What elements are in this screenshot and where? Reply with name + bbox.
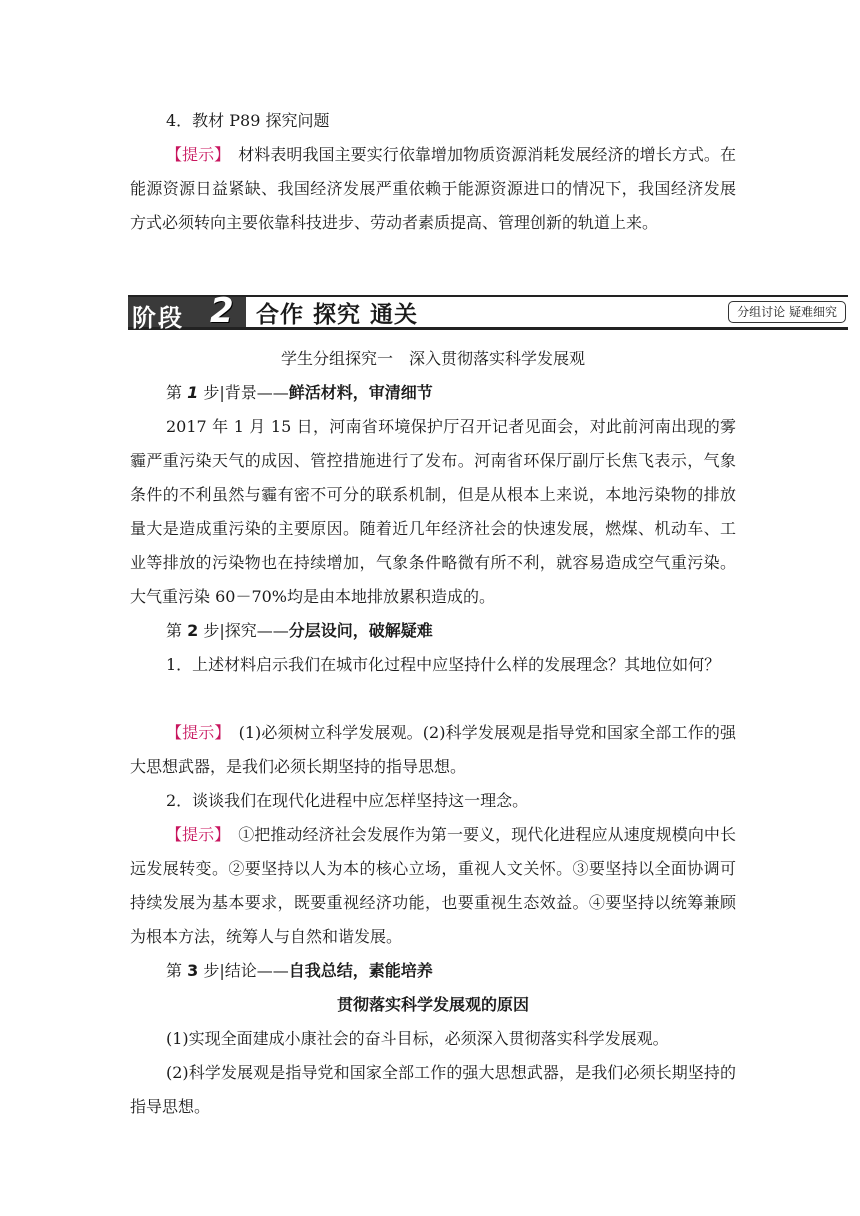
banner-bottom-rule xyxy=(128,327,848,330)
step2-prefix: 第 xyxy=(166,621,188,640)
tip-label: 【提示】 xyxy=(166,825,231,844)
reason-1: (1)实现全面建成小康社会的奋斗目标，必须深入贯彻落实科学发展观。 xyxy=(166,1029,669,1048)
background-paragraph: 2017 年 1 月 15 日，河南省环境保护厅召开记者见面会，对此前河南出现的雾霾严重污染天气的成因、管控措施进行了发布。河南省环保厅副厅长焦飞表示，气象条件的不利虽然与霾有密不可分的联系机制，但是从根本上来说，本地污染物的排放量大是造成重污染的主要原因。随着近几年经济社会的快速发展，燃煤、机动车、工业等排放的污染物也在持续增加，气象条件略微有所不利，就容易造成空气重污染。大气重污染 60－70%均是由本地排放累积造成的。 xyxy=(130,417,736,606)
tip-label: 【提示】 xyxy=(166,145,231,164)
step2-highlight: 分层设问，破解疑难 xyxy=(288,621,433,640)
step1-highlight: 鲜活材料，审清细节 xyxy=(288,383,433,402)
stage-word: 阶段 xyxy=(132,304,184,332)
step3-heading xyxy=(130,954,736,988)
step1-label: 步|背景—— xyxy=(198,383,289,402)
stage-title: 合作 探究 通关 xyxy=(256,302,419,328)
step2-num: 2 xyxy=(187,621,199,640)
tip-2 xyxy=(130,818,736,954)
step1-heading xyxy=(130,376,736,410)
step1-num: 1 xyxy=(187,383,199,402)
question-2: 2．谈谈我们在现代化进程中应怎样坚持这一理念。 xyxy=(166,791,529,810)
q4-title: 4．教材 P89 探究问题 xyxy=(166,111,330,130)
tip-2-text: ①把推动经济社会发展作为第一要义，现代化进程应从速度规模向中长远发展转变。②要坚持以人为本的核心立场，重视人文关怀。③要坚持以全面协调可持续发展为基本要求，既要重视经济功能，也要重视生态效益。④要坚持以统筹兼顾为根本方法，统筹人与自然和谐发展。 xyxy=(130,825,736,946)
step3-label: 步|结论—— xyxy=(198,961,289,980)
stage-badge xyxy=(128,291,246,332)
step3-prefix: 第 xyxy=(166,961,188,980)
section-heading: 学生分组探究一 深入贯彻落实科学发展观 xyxy=(280,349,585,368)
reason-2: (2)科学发展观是指导党和国家全部工作的强大思想武器，是我们必须长期坚持的指导思想。 xyxy=(130,1063,736,1116)
stage-banner xyxy=(128,291,848,332)
q4-tip xyxy=(130,138,736,240)
question-1: 1．上述材料启示我们在城市化过程中应坚持什么样的发展理念？其地位如何？ xyxy=(166,655,721,674)
step2-label: 步|探究—— xyxy=(198,621,289,640)
tip-label: 【提示】 xyxy=(166,723,231,742)
stage-tag: 分组讨论 疑难细究 xyxy=(728,301,846,323)
step1-prefix: 第 xyxy=(166,383,188,402)
tip-1-text: (1)必须树立科学发展观。(2)科学发展观是指导党和国家全部工作的强大思想武器，是我们必须长期坚持的指导思想。 xyxy=(130,723,736,776)
step2-heading xyxy=(130,614,736,648)
step3-num: 3 xyxy=(187,961,199,980)
stage-number: 2 xyxy=(210,291,234,331)
step3-highlight: 自我总结，素能培养 xyxy=(288,961,433,980)
q4-tip-text: 材料表明我国主要实行依靠增加物质资源消耗发展经济的增长方式。在能源资源日益紧缺、我国经济发展严重依赖于能源资源进口的情况下，我国经济发展方式必须转向主要依靠科技进步、劳动者素质提高、管理创新的轨道上来。 xyxy=(130,145,736,232)
tip-1 xyxy=(130,716,736,784)
conclusion-title: 贯彻落实科学发展观的原因 xyxy=(336,995,529,1014)
